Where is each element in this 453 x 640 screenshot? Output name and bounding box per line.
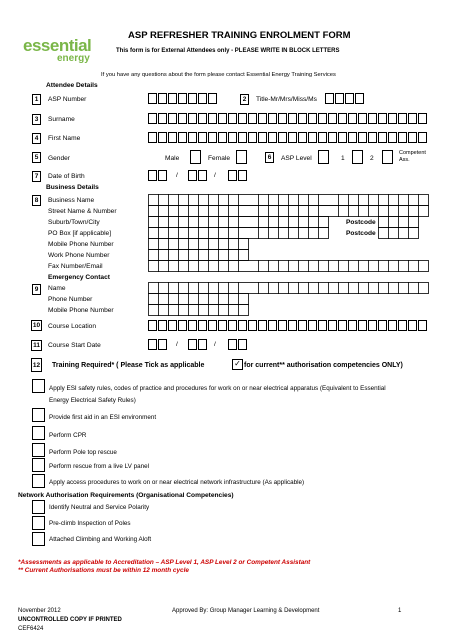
title-cells[interactable]: [325, 93, 367, 106]
course-start-label: Course Start Date: [48, 342, 101, 349]
competent-ass-label: Competent Ass.: [399, 150, 426, 163]
field-number-2: 2: [240, 94, 249, 105]
footer-approved: Approved By: Group Manager Learning & Development: [172, 608, 320, 614]
authorisation-note: ** Current Authorisations must be within 12 month cycle: [18, 567, 189, 574]
footer-page-number: 1: [398, 608, 402, 614]
field-number-4: 4: [32, 133, 41, 144]
field-number-7: 7: [32, 171, 41, 182]
competency-6-label: Apply access procedures to work on or near electrical network infrastructure (As applicable): [49, 479, 305, 486]
postcode-label-1: Postcode: [346, 219, 376, 226]
competency-1-checkbox[interactable]: [32, 379, 45, 393]
course-start-slash-1: /: [176, 341, 178, 348]
training-required-text-2: for current** authorisation competencies ONLY): [244, 362, 403, 369]
form-title: ASP REFRESHER TRAINING ENROLMENT FORM: [128, 30, 351, 41]
course-start-cells[interactable]: [148, 339, 238, 352]
street-label: Street Name & Number: [48, 208, 117, 215]
ec-name-label: Name: [48, 285, 66, 292]
dob-slash-2: /: [214, 172, 216, 179]
mobile-phone-label: Mobile Phone Number: [48, 241, 114, 248]
gender-female-label: Female: [208, 155, 230, 162]
network-heading: Network Authorisation Requirements (Organisational Competencies): [18, 492, 234, 499]
network-3-label: Attached Climbing and Working Aloft: [49, 536, 152, 543]
footer-uncontrolled: UNCONTROLLED COPY IF PRINTED: [18, 617, 122, 623]
first-name-label: First Name: [48, 135, 81, 142]
competency-3-label: Perform CPR: [49, 432, 87, 439]
field-number-9: 9: [32, 284, 41, 295]
postcode-label-2: Postcode: [346, 230, 376, 237]
checked-box-icon: ✓: [232, 359, 243, 370]
logo-text-energy: energy: [57, 53, 90, 64]
dob-slash-1: /: [176, 172, 178, 179]
surname-label: Surname: [48, 116, 75, 123]
field-number-10: 10: [32, 322, 41, 329]
course-location-cells[interactable]: [148, 320, 428, 333]
asp-level-1-label: 1: [341, 155, 345, 162]
business-details-grid[interactable]: [148, 194, 430, 318]
footer-date: November 2012: [18, 608, 61, 614]
dob-label: Date of Birth: [48, 173, 85, 180]
network-1-checkbox[interactable]: [32, 500, 45, 514]
first-name-cells[interactable]: [148, 132, 428, 145]
competency-2-label: Provide first aid in an ESI environment: [49, 414, 157, 421]
competency-2-checkbox[interactable]: [32, 408, 45, 422]
logo: [23, 36, 92, 65]
asp-level-label: ASP Level: [281, 155, 312, 162]
asp-level-2-checkbox[interactable]: [352, 150, 363, 164]
field-number-12: 12: [31, 358, 42, 372]
competency-3-checkbox[interactable]: [32, 426, 45, 440]
dob-cells[interactable]: [148, 170, 238, 183]
field-number-5: 5: [32, 152, 41, 163]
competency-4-checkbox[interactable]: [32, 443, 45, 457]
suburb-label: Suburb/Town/City: [48, 219, 100, 226]
field-number-3: 3: [32, 114, 41, 125]
field-number-1: 1: [32, 94, 41, 105]
network-3-checkbox[interactable]: [32, 532, 45, 546]
course-location-label: Course Location: [48, 323, 97, 330]
competency-6-checkbox[interactable]: [32, 474, 45, 488]
fax-email-label: Fax Number/Email: [48, 263, 103, 270]
ec-mobile-label: Mobile Phone Number: [48, 307, 114, 314]
competency-5-label: Perform rescue from a live LV panel: [49, 463, 149, 470]
po-box-label: PO Box [if applicable]: [48, 230, 112, 237]
assessment-note: *Assessments as applicable to Accreditation – ASP Level 1, ASP Level 2 or Competent Assistant: [18, 559, 311, 566]
asp-number-label: ASP Number: [48, 96, 87, 103]
field-number-8: 8: [32, 195, 41, 206]
gender-male-label: Male: [165, 155, 180, 162]
section-emergency-contact: Emergency Contact: [48, 274, 110, 281]
network-2-label: Pre-climb Inspection of Poles: [49, 520, 131, 527]
gender-label: Gender: [48, 155, 70, 162]
logo-text-essential: essential: [23, 36, 92, 55]
field-number-6: 6: [265, 152, 274, 163]
business-name-label: Business Name: [48, 197, 95, 204]
surname-cells[interactable]: [148, 113, 428, 126]
field-number-11: 11: [31, 340, 42, 351]
competency-4-label: Perform Pole top rescue: [49, 449, 117, 456]
competency-1-label: Apply ESI safety rules, codes of practice and procedures for work on or near electrical apparatus (Equivalent to Essential: [49, 385, 386, 392]
gender-male-checkbox[interactable]: [190, 150, 201, 164]
course-start-slash-2: /: [214, 341, 216, 348]
asp-number-cells[interactable]: [148, 93, 220, 106]
asp-level-2-label: 2: [370, 155, 374, 162]
competency-5-checkbox[interactable]: [32, 458, 45, 472]
contact-note: If you have any questions about the form please contact Essential Energy Training Services: [101, 72, 336, 78]
ec-phone-label: Phone Number: [48, 296, 93, 303]
network-2-checkbox[interactable]: [32, 516, 45, 530]
section-business-details: Business Details: [46, 184, 99, 191]
section-attendee-details: Attendee Details: [46, 82, 98, 89]
competency-1-label-cont: Energy Electrical Safety Rules): [49, 397, 136, 404]
network-1-label: Identify Neutral and Service Polarity: [49, 504, 150, 511]
training-required-text: Training Required* ( Please Tick as applicable: [52, 362, 205, 369]
asp-level-1-checkbox[interactable]: [318, 150, 329, 164]
competent-ass-checkbox[interactable]: [382, 150, 393, 164]
footer-code: CEF6424: [18, 626, 44, 632]
work-phone-label: Work Phone Number: [48, 252, 110, 259]
gender-female-checkbox[interactable]: [236, 150, 247, 164]
title-label: Title-Mr/Mrs/Miss/Ms: [256, 96, 317, 103]
form-subtitle: This form is for External Attendees only - PLEASE WRITE IN BLOCK LETTERS: [116, 48, 340, 54]
